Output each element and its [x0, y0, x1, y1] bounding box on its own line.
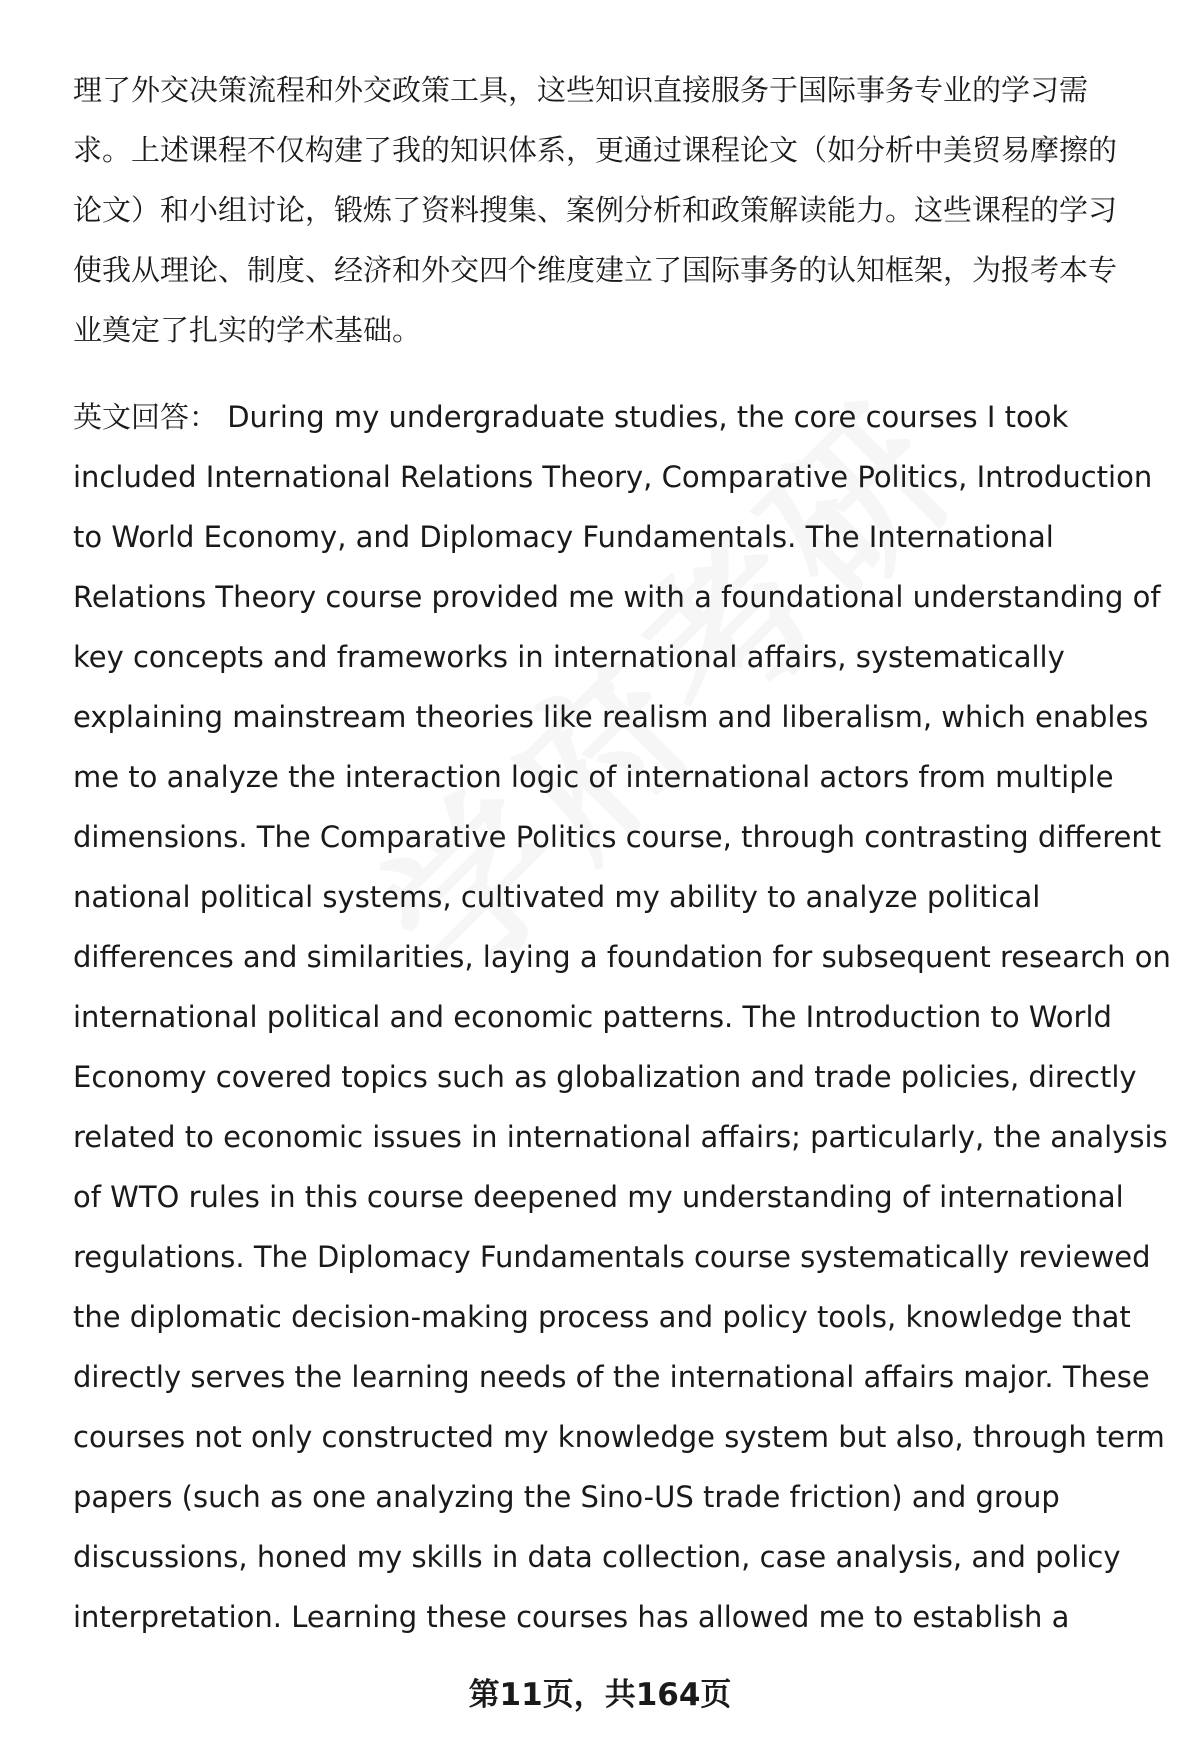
paragraph-line: 论文）和小组讨论，锻炼了资料搜集、案例分析和政策解读能力。这些课程的学习: [73, 193, 1118, 227]
paragraph-line: key concepts and frameworks in international affairs, systematically: [73, 640, 1065, 674]
paragraph-line: 英文回答： During my undergraduate studies, the core courses I took: [73, 400, 1069, 434]
paragraph-line: me to analyze the interaction logic of international actors from multiple: [73, 760, 1114, 794]
paragraph-line: of WTO rules in this course deepened my understanding of international: [73, 1180, 1124, 1214]
paragraph-line: international political and economic patterns. The Introduction to World: [73, 1000, 1112, 1034]
paragraph-line: discussions, honed my skills in data collection, case analysis, and policy: [73, 1540, 1121, 1574]
paragraph-line: courses not only constructed my knowledge system but also, through term: [73, 1420, 1165, 1454]
paragraph-line: regulations. The Diplomacy Fundamentals course systematically reviewed: [73, 1240, 1151, 1274]
paragraph-line: 求。上述课程不仅构建了我的知识体系，更通过课程论文（如分析中美贸易摩擦的: [73, 133, 1118, 167]
paragraph-line: Economy covered topics such as globalization and trade policies, directly: [73, 1060, 1137, 1094]
paragraph-line: 业奠定了扎实的学术基础。: [73, 313, 422, 347]
chinese-paragraph: [73, 60, 1153, 360]
paragraph-line: related to economic issues in international affairs; particularly, the analysis: [73, 1120, 1168, 1154]
paragraph-line: included International Relations Theory, Comparative Politics, Introduction: [73, 460, 1153, 494]
paragraph-line: 使我从理论、制度、经济和外交四个维度建立了国际事务的认知框架，为报考本专: [73, 253, 1118, 287]
paragraph-line: Relations Theory course provided me with a foundational understanding of: [73, 580, 1161, 614]
page-number: 第11页，共164页: [468, 1677, 732, 1713]
paragraph-line: national political systems, cultivated my ability to analyze political: [73, 880, 1041, 914]
paragraph-line: dimensions. The Comparative Politics course, through contrasting different: [73, 820, 1162, 854]
paragraph-line: differences and similarities, laying a foundation for subsequent research on: [73, 940, 1171, 974]
paragraph-line: papers (such as one analyzing the Sino-US trade friction) and group: [73, 1480, 1060, 1514]
english-paragraph: [73, 387, 1171, 1647]
paragraph-line: directly serves the learning needs of the international affairs major. These: [73, 1360, 1150, 1394]
paragraph-line: to World Economy, and Diplomacy Fundamentals. The International: [73, 520, 1054, 554]
paragraph-line: 理了外交决策流程和外交政策工具，这些知识直接服务于国际事务专业的学习需: [73, 73, 1089, 107]
paragraph-line: the diplomatic decision-making process and policy tools, knowledge that: [73, 1300, 1131, 1334]
paragraph-line: explaining mainstream theories like realism and liberalism, which enables: [73, 700, 1149, 734]
paragraph-line: interpretation. Learning these courses has allowed me to establish a: [73, 1600, 1070, 1634]
